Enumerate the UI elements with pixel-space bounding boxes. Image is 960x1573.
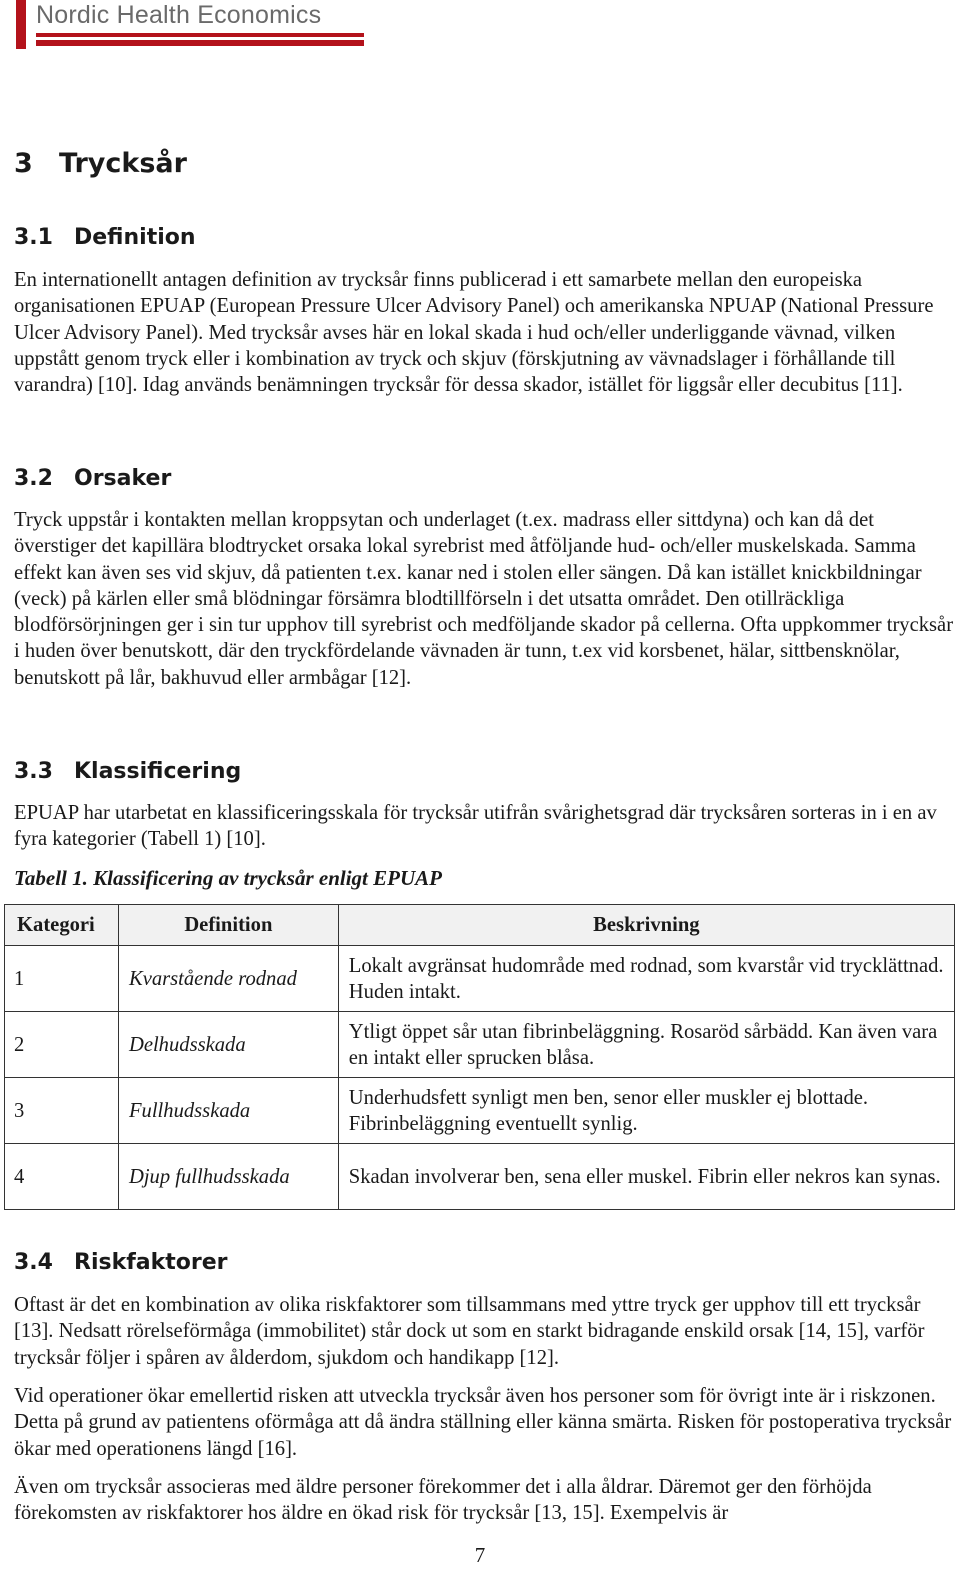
classification-table: [4, 904, 955, 1210]
cell-kategori: 3: [5, 1078, 119, 1144]
cell-beskrivning: Skadan involverar ben, sena eller muskel. Fibrin eller nekros kan synas.: [338, 1144, 954, 1210]
section-heading-klassificering: [14, 757, 241, 787]
klassificering-paragraph: EPUAP har utarbetat en klassificeringsskala för trycksår utifrån svårighetsgrad där trycksåren sorteras in i en av fyra kategorier (Tabell 1) [10].: [14, 802, 937, 851]
cell-definition: Kvarstående rodnad: [118, 946, 338, 1012]
section-heading-riskfaktorer: [14, 1248, 228, 1278]
table-row: [5, 1012, 955, 1078]
table-header-row: [5, 905, 955, 946]
cell-beskrivning: Ytligt öppet sår utan fibrinbeläggning. Rosaröd sårbädd. Kan även vara en intakt eller sprucken blåsa.: [338, 1012, 954, 1078]
logo-underline-bottom: [36, 40, 364, 46]
cell-beskrivning: Underhudsfett synligt men ben, senor eller muskler ej blottade. Fibrinbeläggning eventuellt synlig.: [338, 1078, 954, 1144]
chapter-heading: [14, 146, 187, 182]
logo-text: Nordic Health Economics: [36, 1, 322, 29]
section-title: Definition: [74, 225, 196, 250]
cell-beskrivning: Lokalt avgränsat hudområde med rodnad, som kvarstår vid trycklättnad. Huden intakt.: [338, 946, 954, 1012]
riskfaktorer-paragraph-3: Även om trycksår associeras med äldre personer förekommer det i alla åldrar. Däremot ger den förhöjda förekomsten av riskfaktorer hos äldre en ökad risk för trycksår [13, 15]. Exempelvis är: [14, 1476, 872, 1525]
cell-kategori: 2: [5, 1012, 119, 1078]
header-beskrivning: Beskrivning: [338, 905, 954, 946]
section-number: 3.2: [14, 466, 53, 491]
logo-red-bar: [16, 0, 26, 49]
section-number: 3.1: [14, 225, 53, 250]
cell-definition: Fullhudsskada: [118, 1078, 338, 1144]
section-title: Orsaker: [74, 466, 172, 491]
table-row: [5, 946, 955, 1012]
cell-definition: Delhudsskada: [118, 1012, 338, 1078]
table-row: [5, 1078, 955, 1144]
cell-kategori: 4: [5, 1144, 119, 1210]
logo-underline-top: [36, 33, 364, 37]
chapter-number: 3: [14, 148, 33, 179]
section-title: Klassificering: [74, 759, 242, 784]
section-heading-definition: [14, 223, 196, 253]
orsaker-paragraph: Tryck uppstår i kontakten mellan kroppsytan och underlaget (t.ex. madrass eller sittdyna) och kan då det överstiger det kapillära blodtrycket orsaka lokal syrebrist med åtföljande hud- och/eller muskelskada. Samma effekt kan även ses vid skjuv, då patienten t.ex. kanar ned i stolen eller sängen. Då kan istället knickbildningar (veck) på kärlen eller små blödningar försämra blodtillförseln i det utsatta området. Den otillräckliga blodförsörjningen ger i sin tur upphov till syrebrist och medföljande skador på cellerna. Ofta uppkommer trycksår i huden över benutskott, där den tryckfördelande vävnaden är tunn, t.ex vid korsbenet, hälar, sittbensknölar, benutskott på lår, bakhuvud eller armbågar [12].: [14, 509, 954, 689]
riskfaktorer-paragraph-1: Oftast är det en kombination av olika riskfaktorer som tillsammans med yttre tryck ger upphov till ett trycksår [13]. Nedsatt rörelseförmåga (immobilitet) står dock ut som en starkt bidragande enskild orsak [14, 15], varför trycksår följer i spåren av ålderdom, sjukdom och handikapp [12].: [14, 1294, 925, 1369]
header-definition: Definition: [118, 905, 338, 946]
riskfaktorer-paragraph-2: Vid operationer ökar emellertid risken att utveckla trycksår även hos personer som för övrigt inte är i riskzonen. Detta på grund av patientens oförmåga att då ändra ställning eller känna smärta. Risken för postoperativa trycksår ökar med operationens längd [16].: [14, 1385, 952, 1460]
cell-kategori: 1: [5, 946, 119, 1012]
definition-paragraph: En internationellt antagen definition av trycksår finns publicerad i ett samarbete mellan den europeiska organisationen EPUAP (European Pressure Ulcer Advisory Panel) och amerikanska NPUAP (National Pressure Ulcer Advisory Panel). Med trycksår avses här en lokal skada i hud och/eller underliggande vävnad, vilken uppstått genom tryck eller i kombination av tryck och skjuv (förskjutning av vävnadslager i förhållande till varandra) [10]. Idag används benämningen trycksår för dessa skador, istället för liggsår eller decubitus [11].: [14, 269, 934, 397]
page-number: 7: [474, 1543, 486, 1567]
section-number: 3.4: [14, 1250, 53, 1275]
chapter-title: Trycksår: [59, 148, 187, 179]
table-caption: Tabell 1. Klassificering av trycksår enligt EPUAP: [14, 866, 442, 890]
table-row: [5, 1144, 955, 1210]
section-number: 3.3: [14, 759, 53, 784]
section-title: Riskfaktorer: [74, 1250, 228, 1275]
company-logo: [16, 0, 376, 52]
cell-definition: Djup fullhudsskada: [118, 1144, 338, 1210]
section-heading-orsaker: [14, 464, 171, 494]
header-kategori: Kategori: [5, 905, 119, 946]
